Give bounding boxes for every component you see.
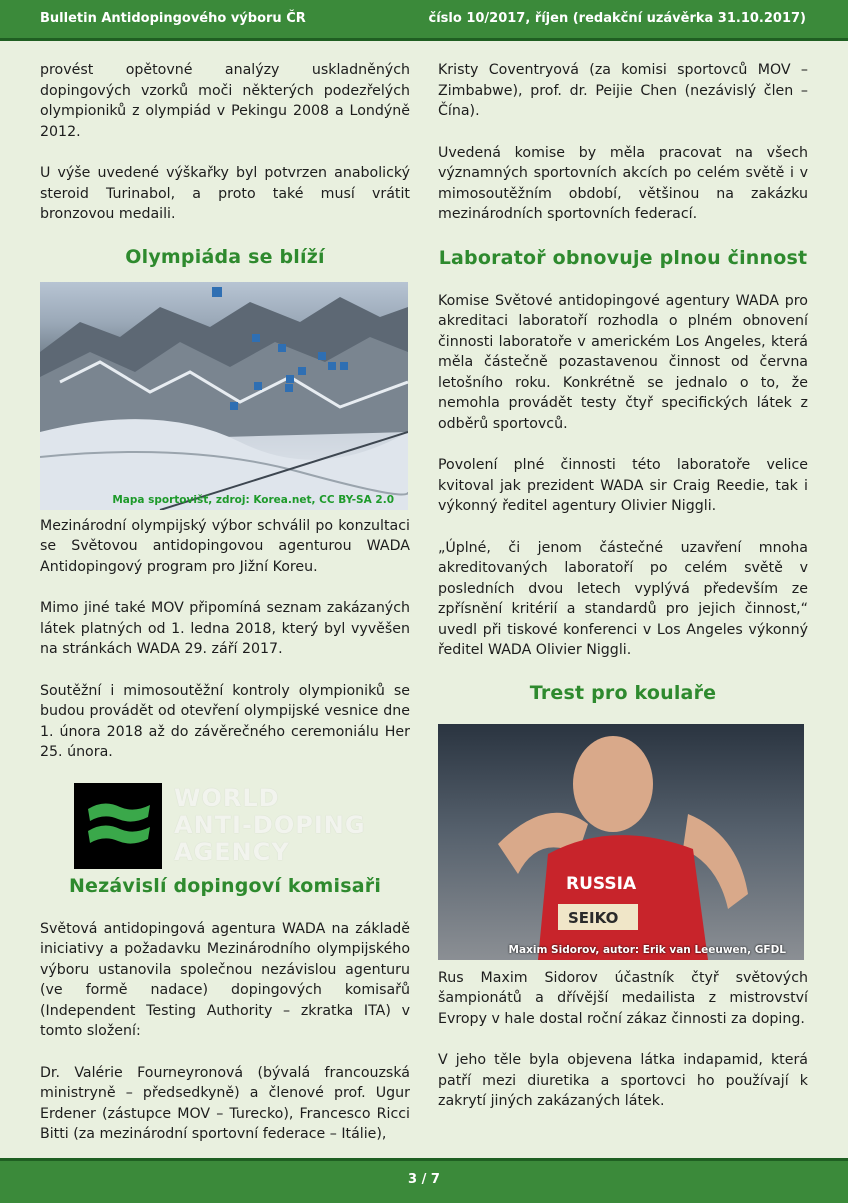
wada-logo-mark [74,783,162,869]
wada-word-3: AGENCY [174,837,290,866]
athlete-photo [438,724,804,960]
mountain-map-illustration [40,282,408,510]
athlete-illustration [438,724,804,960]
paragraph: Rus Maxim Sidorov účastník čtyř světových šampionátů a dřívější medailista z mistrovství Evropy v hale dostal roční zákaz činnosti za doping. [438,969,808,1027]
jersey-text: RUSSIA [566,873,637,894]
paragraph: Komise Světové antidopingové agentury WADA pro akreditaci laboratoří rozhodla o plném obnovení činnosti laboratoře v americkém Los Angeles, která měla částečně pozastavenou činnost od června letošního roku. Konkrétně se jednalo o to, že nemohla provádět testy čtyř specifických látek z odběrů sportovců. [438,292,808,432]
wada-logo [40,777,410,869]
wada-equals-icon [74,783,162,869]
page-number: 3 / 7 [408,1172,440,1187]
paragraph: Mimo jiné také MOV připomíná seznam zakázaných látek platných od 1. ledna 2018, který byl vyvěšen na stránkách WADA 29. září 2017. [40,600,410,657]
paragraph: V jeho těle byla objevena látka indapamid, která patří mezi diuretika a sportovci ho používají k zakrytí jiných zakázaných látek. [438,1052,808,1109]
section-heading-commissioners: Nezávislí dopingoví komisaři [68,874,382,897]
wada-wordmark [174,785,366,866]
header-bar [0,0,848,41]
paragraph: Mezinárodní olympijský výbor schválil po konzultaci se Světovou antidopingovou agenturou WADA Antidopingový program pro Jižní Koreu. [40,517,410,575]
wada-word-2: ANTI-DOPING [174,810,366,839]
photo-caption: Maxim Sidorov, autor: Erik van Leeuwen, GFDL [508,943,786,956]
section-heading-olympics: Olympiáda se blíží [125,245,325,268]
bib-text: SEIKO [568,908,619,927]
section-heading-laboratory: Laboratoř obnovuje plnou činnost [438,246,808,269]
paragraph: Soutěžní i mimosoutěžní kontroly olympioniků se budou provádět od otevření olympijské vesnice dne 1. února 2018 až do závěrečného ceremoniálu Her 25. února. [40,682,410,760]
left-column [40,60,410,1166]
paragraph: Uvedená komise by měla pracovat na všech významných sportovních akcích po celém světě i v mimosoutěžním období, většinou na zakázku mezinárodních sportovních federací. [438,144,808,222]
paragraph: provést opětovné analýzy uskladněných dopingových vzorků moči některých podezřelých olympioniků z olympiád v Pekingu 2008 a Londýně 2012. [40,62,410,140]
paragraph: Povolení plné činnosti této laboratoře velice kvitoval jak prezident WADA sir Craig Reedie, tak i výkonný ředitel agentury Olivier Niggli. [438,457,808,514]
map-caption: Mapa sportovišť, zdroj: Korea.net, CC BY-SA 2.0 [112,493,394,506]
section-heading-shot-putter: Trest pro koulaře [529,681,717,704]
paragraph: Kristy Coventryová (za komisi sportovců MOV – Zimbabwe), prof. dr. Peijie Chen (nezávislý člen – Čína). [438,62,808,119]
wada-word-1: WORLD [174,783,280,812]
bulletin-title: Bulletin Antidopingového výboru ČR [40,11,306,26]
venue-map-photo [40,282,408,510]
right-column [438,60,808,1133]
paragraph: U výše uvedené výškařky byl potvrzen anabolický steroid Turinabol, a proto také musí vrátit bronzovou medaili. [40,165,410,222]
paragraph: Dr. Valérie Fourneyronová (bývalá francouzská ministryně – předsedkyně) a členové prof. Ugur Erdener (zástupce MOV – Turecko), Francesco Ricci Bitti (za mezinárodní sportovní federace – Itálie), [40,1064,410,1142]
issue-info: číslo 10/2017, říjen (redakční uzávěrka 31.10.2017) [428,11,806,26]
paragraph: „Úplné, či jenom částečné uzavření mnoha akreditovaných laboratoří po celém světě v posledních dvou letech vyplývá především ze zpřísnění kritérií a standardů pro jejich činnost,“ uvedl při tiskové konferenci v Los Angeles výkonný ředitel WADA Olivier Niggli. [438,539,808,658]
paragraph: Světová antidopingová agentura WADA na základě iniciativy a požadavku Mezinárodního olympijského výboru ustanovila společnou nezávislou agenturu (ve formě nadace) dopingových komisařů (Independent Testing Authority – zkratka ITA) v tomto složení: [40,920,410,1039]
footer-bar [0,1158,848,1203]
